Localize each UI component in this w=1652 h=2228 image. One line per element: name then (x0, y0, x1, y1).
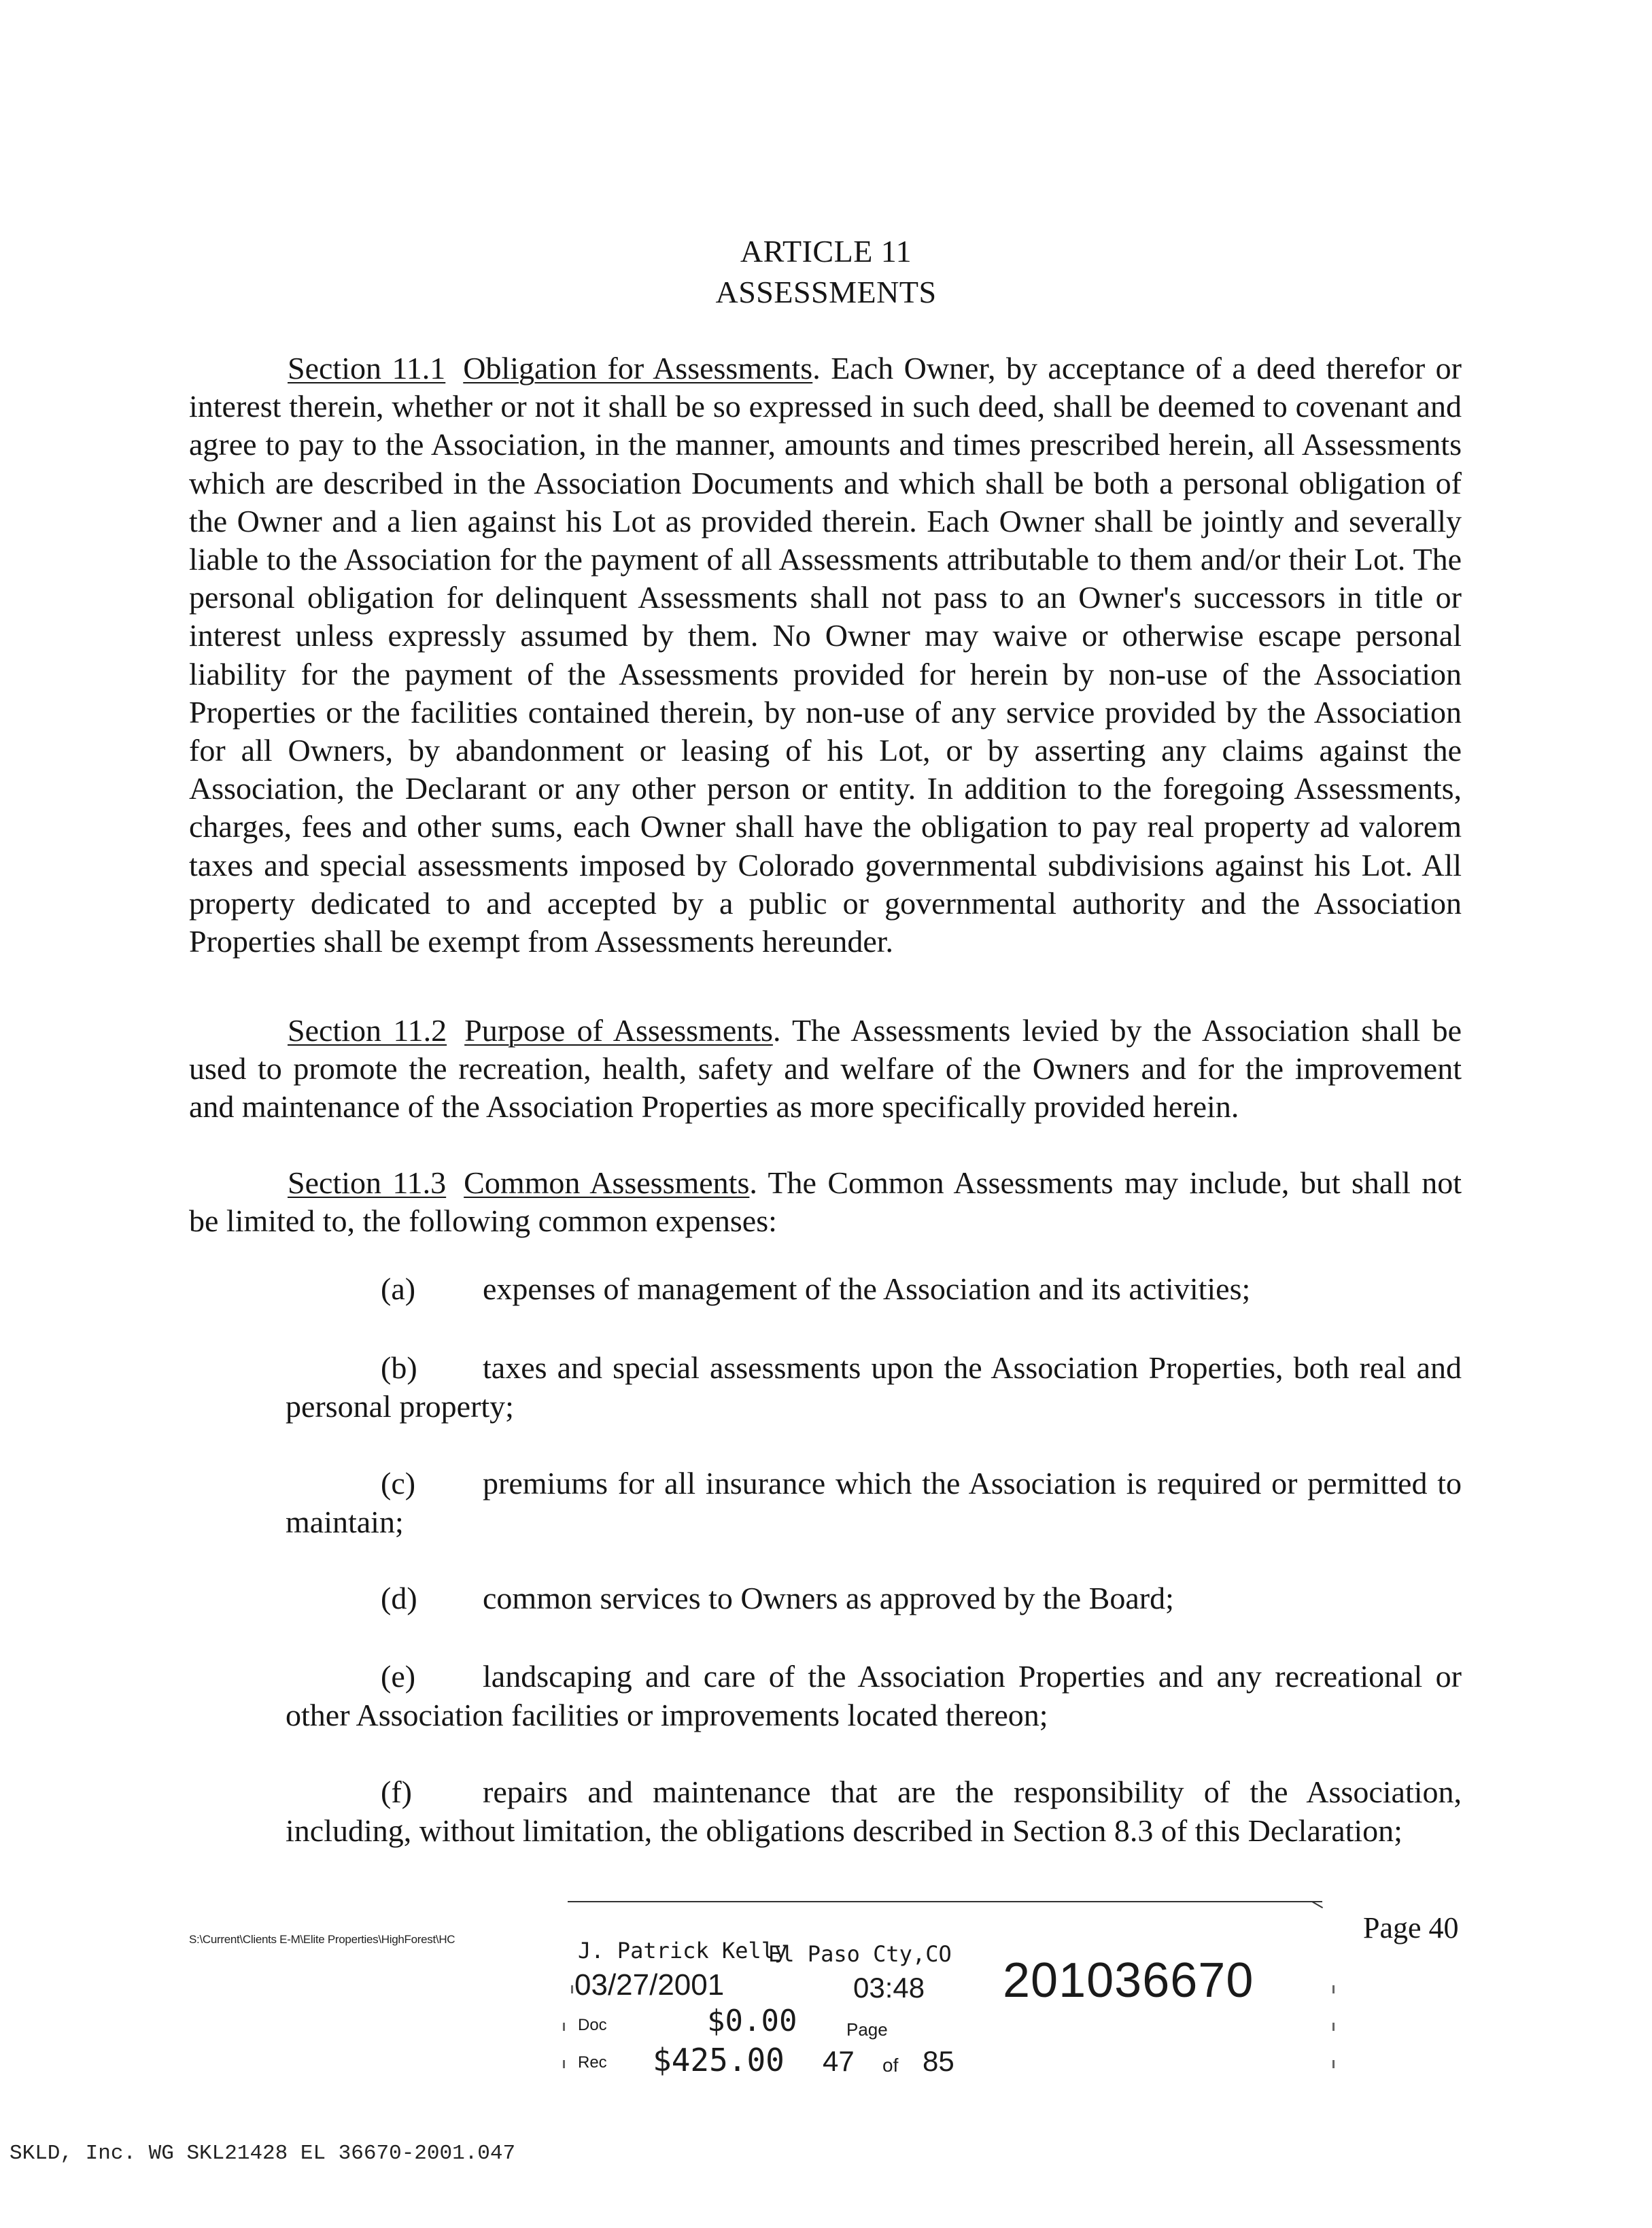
item-text: premiums for all insurance which the Association is required or permitted to maintain; (286, 1466, 1462, 1539)
stamp-rec-label: Rec (578, 2053, 607, 2072)
item-text: taxes and special assessments upon the Association Properties, both real and personal property; (286, 1350, 1462, 1424)
stamp-of-label: of (882, 2055, 899, 2076)
item-label: (d) (381, 1581, 417, 1615)
stamp-mark (571, 1985, 573, 1993)
stamp-mark (1332, 1985, 1335, 1993)
article-number: ARTICLE 11 (740, 234, 912, 269)
page-number: Page 40 (1363, 1911, 1459, 1944)
stamp-page-total: 85 (923, 2045, 954, 2077)
stamp-county: El Paso Cty,CO (768, 1941, 952, 1967)
stamp-reception-number: 201036670 (1003, 1953, 1254, 2008)
stamp-date: 03/27/2001 (574, 1968, 725, 2002)
stamp-rec-fee: $425.00 (653, 2042, 785, 2078)
item-label: (e) (381, 1659, 416, 1694)
section-title: Common Assessments (464, 1165, 750, 1200)
stamp-mark (1332, 2023, 1335, 2031)
item-text: repairs and maintenance that are the responsibility of the Association, including, without limitation, the obligations described in Section 8.3 of this Declaration; (286, 1775, 1462, 1848)
stamp-page-label: Page (846, 2019, 888, 2040)
stamp-mark (563, 2060, 565, 2068)
item-text: common services to Owners as approved by the Board; (483, 1581, 1174, 1615)
list-item-c (286, 1464, 1462, 1541)
section-number: Section 11.1 (288, 351, 446, 385)
stamp-recorder: J. Patrick Kelly (578, 1938, 788, 1964)
stamp-mark (1332, 2060, 1335, 2068)
item-text: landscaping and care of the Association Properties and any recreational or other Association facilities or improvements located thereon; (286, 1659, 1462, 1732)
section-11-1: Section 11.1 Obligation for Assessments. Each Owner, by acceptance of a deed therefor or interest therein, whether or not it shall be so expressed in such deed, shall be deemed to covenant and agree to pay to the Association, in the manner, amounts and times prescribed herein, all Assessments which are described in the Association Documents and which shall be both a personal obligation of the Owner and a lien against his Lot as provided therein. Each Owner shall be jointly and severally liable to the Association for the payment of all Assessments attributable to them and/or their Lot. The personal obligation for delinquent Assessments shall not pass to an Owner's successors in title or interest unless expressly assumed by them. No Owner may waive or otherwise escape personal liability for the payment of the Assessments provided for herein by non-use of the Association Properties or the facilities contained therein, by non-use of any service provided by the Association for all Owners, by abandonment or leasing of his Lot, or by asserting any claims against the Association, the Declarant or any other person or entity. In addition to the foregoing Assessments, charges, fees and other sums, each Owner shall have the obligation to pay real property ad valorem taxes and special assessments imposed by Colorado governmental subdivisions against his Lot. All property dedicated to and accepted by a public or governmental authority and the Association Properties shall be exempt from Assessments hereunder. (189, 351, 1462, 959)
section-title: Purpose of Assessments (464, 1013, 773, 1048)
item-label: (a) (381, 1271, 416, 1306)
item-label: (f) (381, 1775, 412, 1809)
stamp-page-number: 47 (823, 2045, 855, 2077)
item-label: (b) (381, 1350, 417, 1385)
stamp-doc-label: Doc (578, 2016, 607, 2034)
section-text: The Common Assessments may include, but shall not be limited to, the following common expenses: (189, 1165, 1462, 1239)
list-item-e (286, 1657, 1462, 1734)
list-item-f (286, 1772, 1462, 1850)
section-11-2: Section 11.2 Purpose of Assessments. The Assessments levied by the Association shall be used to promote the recreation, health, safety and welfare of the Owners and for the improvement and maintenance of the Association Properties as more specifically provided herein. (189, 1013, 1462, 1125)
section-11-3: Section 11.3 Common Assessments. The Common Assessments may include, but shall not be limited to, the following common expenses: (189, 1165, 1462, 1239)
file-path: S:\Current\Clients E-M\Elite Properties\HighForest\HC (189, 1933, 455, 1946)
document-id: SKLD, Inc. WG SKL21428 EL 36670-2001.047 (10, 2142, 516, 2165)
stamp-doc-fee: $0.00 (707, 2004, 797, 2038)
section-text: The Assessments levied by the Association shall be used to promote the recreation, health, safety and welfare of the Owners and for the improvement and maintenance of the Association Properties as more specifically provided herein. (189, 1013, 1462, 1125)
section-number: Section 11.2 (288, 1013, 447, 1048)
section-title: Obligation for Assessments (463, 351, 813, 385)
stamp-mark (563, 2023, 565, 2031)
item-text: expenses of management of the Association and its activities; (483, 1271, 1251, 1306)
item-label: (c) (381, 1466, 416, 1501)
list-item-d (286, 1579, 1462, 1617)
stamp-time: 03:48 (853, 1972, 925, 2004)
stamp-divider (568, 1901, 1322, 1902)
list-item-b (286, 1348, 1462, 1426)
list-item-a (286, 1269, 1462, 1308)
section-text: Each Owner, by acceptance of a deed therefor or interest therein, whether or not it shall be so expressed in such deed, shall be deemed to covenant and agree to pay to the Association, in the manner, amounts and times prescribed herein, all Assessments which are described in the Association Documents and which shall be both a personal obligation of the Owner and a lien against his Lot as provided therein. Each Owner shall be jointly and severally liable to the Association for the payment of all Assessments attributable to them and/or their Lot. The personal obligation for delinquent Assessments shall not pass to an Owner's successors in title or interest unless expressly assumed by them. No Owner may waive or otherwise escape personal liability for the payment of the Assessments provided for herein by non-use of the Association Properties or the facilities contained therein, by non-use of any service provided by the Association for all Owners, by abandonment or leasing of his Lot, or by asserting any claims against the Association, the Declarant or any other person or entity. In addition to the foregoing Assessments, charges, fees and other sums, each Owner shall have the obligation to pay real property ad valorem taxes and special assessments imposed by Colorado governmental subdivisions against his Lot. All property dedicated to and accepted by a public or governmental authority and the Association Properties shall be exempt from Assessments hereunder. (189, 351, 1462, 959)
section-number: Section 11.3 (288, 1165, 447, 1200)
article-title: ASSESSMENTS (715, 275, 937, 309)
